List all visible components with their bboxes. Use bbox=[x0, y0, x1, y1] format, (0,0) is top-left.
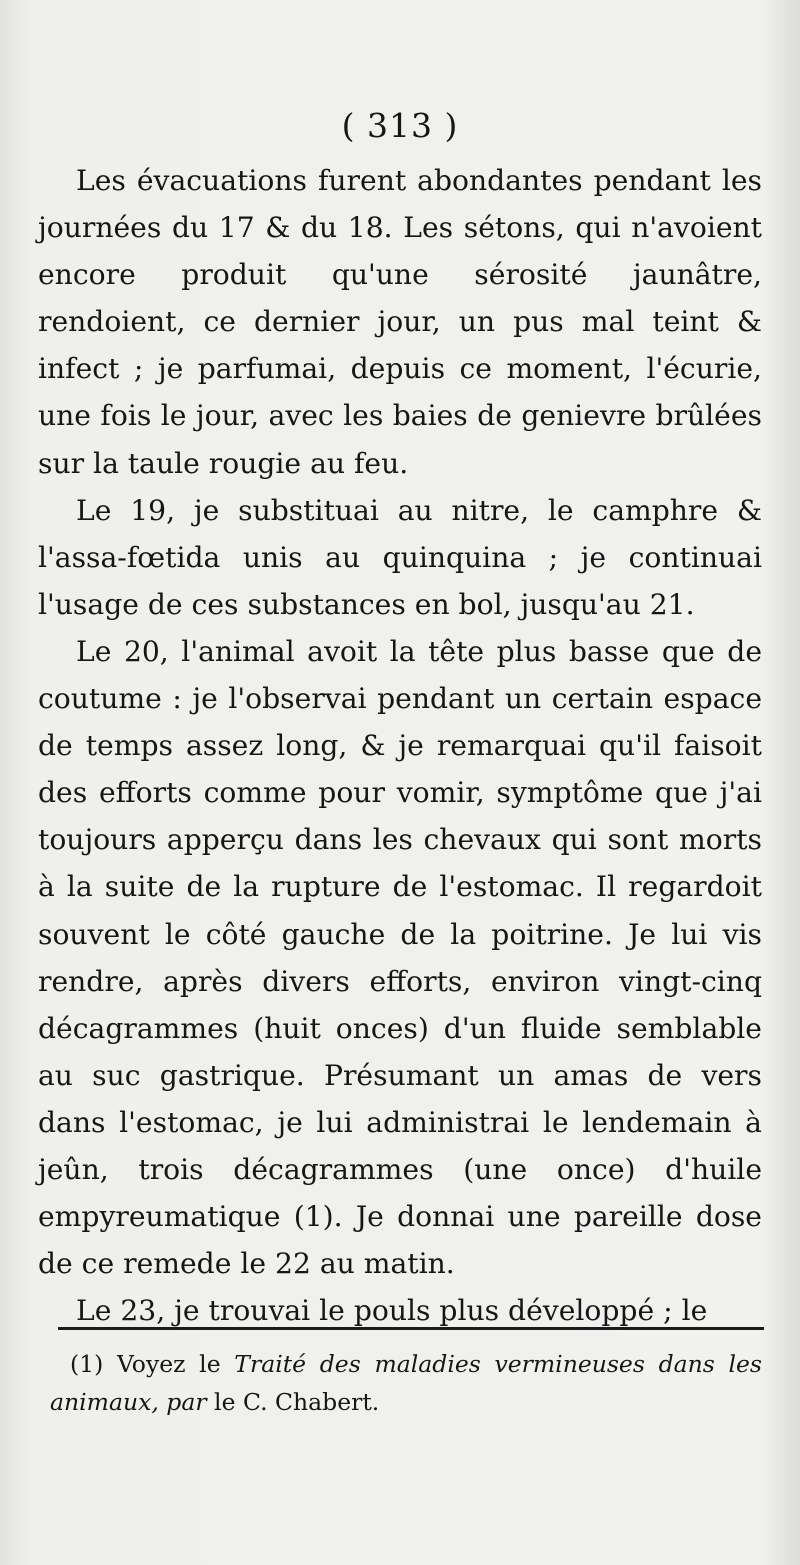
footnote-divider bbox=[58, 1327, 764, 1330]
footnote-author: le C. Chabert. bbox=[206, 1388, 380, 1416]
paragraph-1: Les évacuations furent abondantes pendant les journées du 17 & du 18. Les sétons, qui n'avoient encore produit qu'une sérosité jaunâtre, rendoient, ce dernier jour, un pus mal teint & infect ; je parfumai, depuis ce moment, l'écurie, une fois le jour, avec les baies de genievre brûlées sur la taule rougie au feu. bbox=[38, 164, 762, 480]
footnote bbox=[50, 1345, 762, 1421]
page-number: ( 313 ) bbox=[341, 106, 459, 145]
paragraph-3: Le 20, l'animal avoit la tête plus basse que de coutume : je l'observai pendant un certain espace de temps assez long, & je remarquai qu'il faisoit des efforts comme pour vomir, symptôme que j'ai toujours apperçu dans les chevaux qui sont morts à la suite de la rupture de l'estomac. Il regardoit souvent le côté gauche de la poitrine. Je lui vis rendre, après divers efforts, environ vingt-cinq décagrammes (huit onces) d'un fluide semblable au suc gastrique. Présumant un amas de vers dans l'estomac, je lui administrai le lendemain à jeûn, trois décagrammes (une once) d'huile empyreumatique (1). Je donnai une pareille dose de ce remede le 22 au matin. bbox=[38, 634, 762, 1281]
footnote-title: Traité des maladies vermineuses dans les animaux bbox=[50, 1350, 762, 1416]
footnote-lead: Voyez le bbox=[103, 1350, 235, 1378]
paragraph-2: Le 19, je substituai au nitre, le camphre & l'assa-fœtida unis au quinquina ; je continuai l'usage de ces substances en bol, jusqu'au 21. bbox=[38, 493, 762, 621]
main-text bbox=[38, 157, 762, 1334]
paragraph-4: Le 23, je trouvai le pouls plus développé ; le bbox=[76, 1294, 708, 1328]
footnote-by: , par bbox=[151, 1388, 207, 1416]
footnote-marker: (1) bbox=[70, 1350, 104, 1378]
